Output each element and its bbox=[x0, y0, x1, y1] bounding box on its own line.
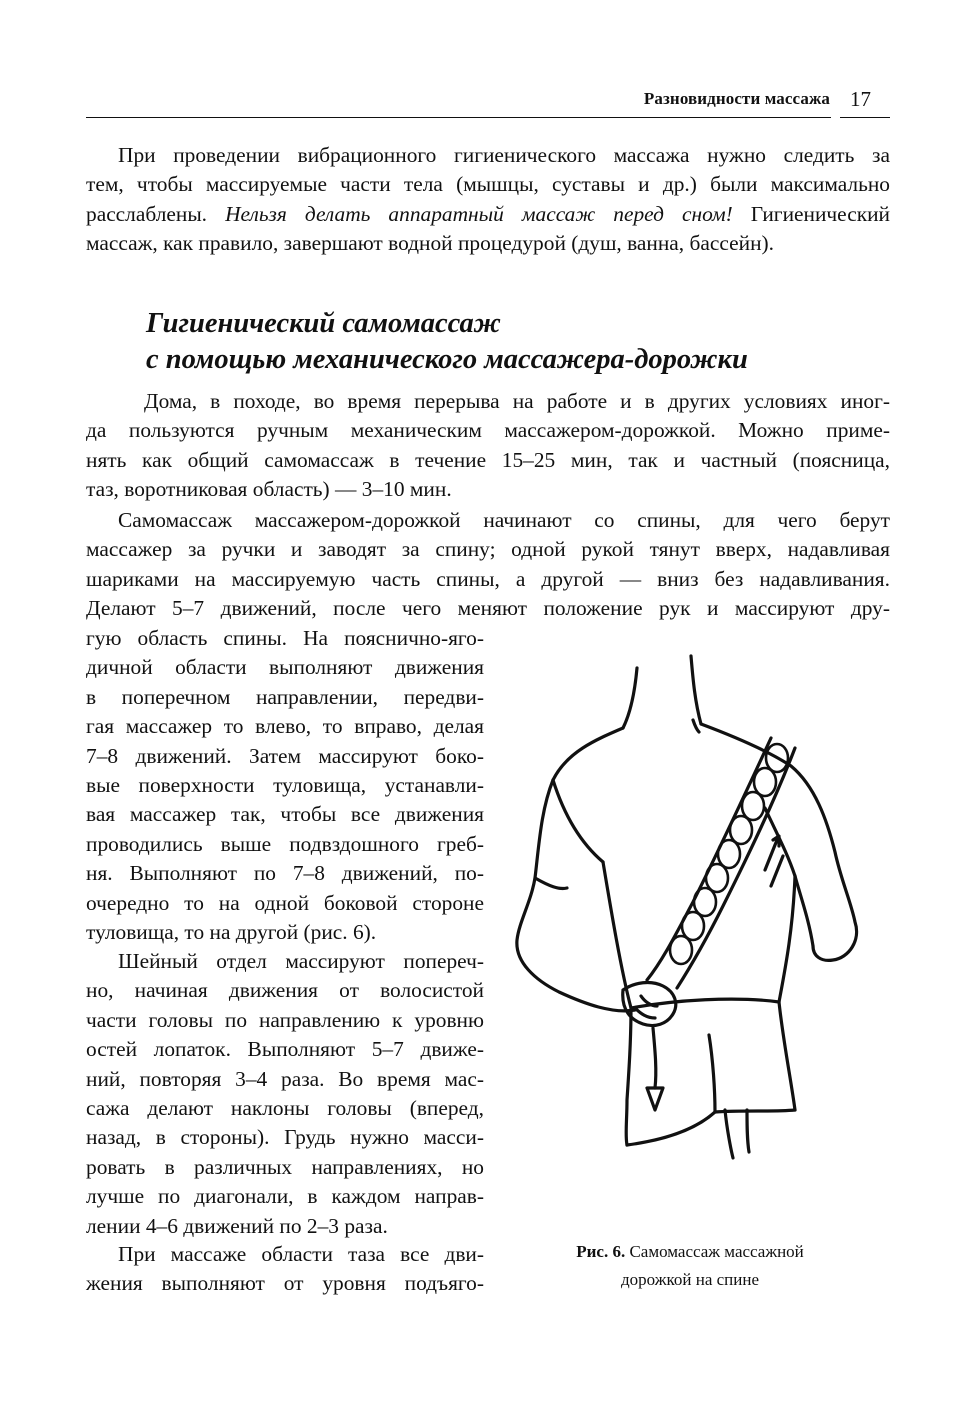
text-line: проводились выше подвздошного греб- bbox=[86, 831, 484, 856]
text-line: массажер за ручки и заводят за спину; одной рукой тянут вверх, надавливая bbox=[86, 537, 890, 562]
text-line: гую область спины. На пояснично-яго- bbox=[86, 626, 484, 650]
text-line: шариками на массируемую часть спины, а другой — вниз без надавливания. bbox=[86, 566, 890, 591]
text-line: вая массажер так, чтобы все движения bbox=[86, 802, 484, 827]
text-line: Дома, в походе, во время перерыва на работе и в других условиях иног- bbox=[144, 389, 890, 413]
figure-6 bbox=[495, 640, 895, 1160]
heading-line: Гигиенический самомассаж bbox=[146, 308, 501, 339]
paragraph-2 bbox=[86, 506, 890, 624]
text-line: Шейный отдел массируют попереч- bbox=[118, 949, 484, 973]
text-line: ня. Выполняют по 7–8 движений, по- bbox=[86, 861, 484, 886]
text-line: но, начиная движения от волосистой bbox=[86, 978, 484, 1003]
paragraph-4 bbox=[86, 1240, 484, 1299]
back-massager-illustration-icon bbox=[495, 640, 895, 1160]
figure-caption bbox=[520, 1238, 860, 1294]
text-line: ний, повторяя 3–4 раза. Во время мас- bbox=[86, 1066, 484, 1091]
caption-line bbox=[520, 1238, 860, 1266]
running-header-title: Разновидности массажа bbox=[643, 89, 830, 108]
text-line: таз, воротниковая область) — 3–10 мин. bbox=[86, 477, 452, 502]
caption-text: Самомассаж массажной bbox=[625, 1242, 804, 1261]
text-line: 7–8 движений. Затем массируют боко- bbox=[86, 743, 484, 768]
paragraph-1 bbox=[86, 387, 890, 505]
intro-paragraph bbox=[86, 141, 890, 259]
text-line: тем, чтобы массируемые части тела (мышцы, суставы и др.) были максимально bbox=[86, 172, 890, 197]
text-line bbox=[86, 200, 890, 229]
text-line: Делают 5–7 движений, после чего меняют положение рук и массируют дру- bbox=[86, 596, 890, 621]
caption-label: Рис. 6. bbox=[576, 1242, 626, 1261]
text-line: лении 4–6 движений по 2–3 раза. bbox=[86, 1213, 388, 1238]
text-line: лучше по диагонали, в каждом направ- bbox=[86, 1184, 484, 1209]
page-number: 17 bbox=[850, 87, 871, 111]
text-line: массаж, как правило, завершают водной процедурой (душ, ванна, бассейн). bbox=[86, 231, 774, 256]
heading-line: с помощью механического массажера-дорожки bbox=[146, 344, 748, 375]
text-line: При массаже области таза все дви- bbox=[118, 1242, 484, 1266]
header-rule-short bbox=[840, 117, 890, 118]
text-line: Самомассаж массажером-дорожкой начинают со спины, для чего берут bbox=[118, 508, 890, 532]
text-line: назад, в стороны). Грудь нужно масси- bbox=[86, 1125, 484, 1150]
section-heading bbox=[146, 306, 748, 378]
text-line: да пользуются ручным механическим массажером-дорожкой. Можно приме- bbox=[86, 418, 890, 443]
paragraph-3 bbox=[86, 947, 484, 1241]
italic-warning: Нельзя делать аппаратный массаж перед сном! bbox=[225, 201, 733, 226]
text-line: очередно то на одной боковой стороне bbox=[86, 890, 484, 915]
text-run: расслаблены. bbox=[86, 201, 226, 226]
text-line: При проведении вибрационного гигиенического массажа нужно следить за bbox=[118, 143, 890, 167]
text-line: дичной области выполняют движения bbox=[86, 655, 484, 680]
text-line: гая массажер то влево, то вправо, делая bbox=[86, 714, 484, 739]
text-line: ровать в различных направлениях, но bbox=[86, 1154, 484, 1179]
text-line: нять как общий самомассаж в течение 15–25 мин, так и частный (поясница, bbox=[86, 447, 890, 472]
caption-line: дорожкой на спине bbox=[621, 1270, 759, 1289]
text-line: жения выполняют от уровня подъяго- bbox=[86, 1271, 484, 1296]
text-line: в поперечном направлении, передви- bbox=[86, 684, 484, 709]
text-run: Гигиенический bbox=[732, 201, 890, 226]
text-line: части головы по направлению к уровню bbox=[86, 1007, 484, 1032]
text-line: вые поверхности туловища, устанавли- bbox=[86, 773, 484, 798]
text-line: туловища, то на другой (рис. 6). bbox=[86, 920, 377, 945]
text-line: сажа делают наклоны головы (вперед, bbox=[86, 1096, 484, 1121]
text-line: остей лопаток. Выполняют 5–7 движе- bbox=[86, 1037, 484, 1062]
paragraph-2-column bbox=[86, 624, 484, 947]
header-rule bbox=[86, 117, 831, 118]
